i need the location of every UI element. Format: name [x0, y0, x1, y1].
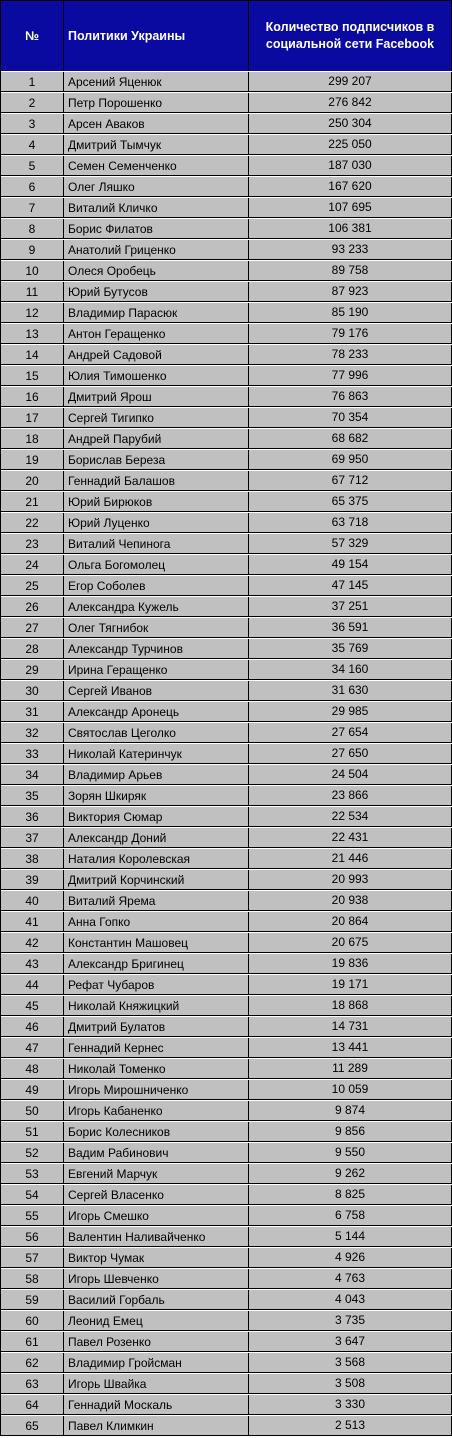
table-row: [1, 218, 452, 239]
table-row: [1, 470, 452, 491]
row-followers-count: 87 923: [249, 282, 452, 301]
row-followers-count: 106 381: [249, 219, 452, 238]
table-row: [1, 407, 452, 428]
table-row: [1, 1331, 452, 1352]
row-politician-name: Виталий Чепинога: [64, 534, 249, 553]
row-number: 14: [1, 345, 64, 364]
table-row: [1, 197, 452, 218]
row-number: 60: [1, 1311, 64, 1330]
row-followers-count: 5 144: [249, 1227, 452, 1246]
row-number: 57: [1, 1248, 64, 1267]
row-politician-name: Николай Княжицкий: [64, 996, 249, 1015]
table-row: [1, 1100, 452, 1121]
row-politician-name: Александр Бригинец: [64, 954, 249, 973]
table-row: [1, 764, 452, 785]
table-row: [1, 260, 452, 281]
table-row: [1, 596, 452, 617]
table-row: [1, 848, 452, 869]
row-politician-name: Вадим Рабинович: [64, 1143, 249, 1162]
row-followers-count: 9 856: [249, 1122, 452, 1141]
row-followers-count: 299 207: [249, 72, 452, 91]
row-politician-name: Игорь Швайка: [64, 1374, 249, 1393]
row-followers-count: 107 695: [249, 198, 452, 217]
row-followers-count: 22 431: [249, 828, 452, 847]
row-politician-name: Владимир Парасюк: [64, 303, 249, 322]
row-politician-name: Юрий Луценко: [64, 513, 249, 532]
row-politician-name: Николай Катеринчук: [64, 744, 249, 763]
row-followers-count: 3 568: [249, 1353, 452, 1372]
table-row: [1, 71, 452, 92]
table-row: [1, 785, 452, 806]
table-row: [1, 1205, 452, 1226]
row-number: 34: [1, 765, 64, 784]
row-politician-name: Борислав Береза: [64, 450, 249, 469]
row-politician-name: Ольга Богомолец: [64, 555, 249, 574]
table-row: [1, 1352, 452, 1373]
table-row: [1, 1415, 452, 1436]
row-number: 4: [1, 135, 64, 154]
row-number: 16: [1, 387, 64, 406]
row-politician-name: Виктор Чумак: [64, 1248, 249, 1267]
row-politician-name: Семен Семенченко: [64, 156, 249, 175]
row-followers-count: 3 508: [249, 1374, 452, 1393]
row-number: 3: [1, 114, 64, 133]
row-followers-count: 35 769: [249, 639, 452, 658]
row-followers-count: 11 289: [249, 1059, 452, 1078]
row-followers-count: 47 145: [249, 576, 452, 595]
row-followers-count: 93 233: [249, 240, 452, 259]
row-politician-name: Анна Гопко: [64, 912, 249, 931]
row-number: 28: [1, 639, 64, 658]
table-row: [1, 281, 452, 302]
row-politician-name: Александр Турчинов: [64, 639, 249, 658]
table-row: [1, 1016, 452, 1037]
row-number: 29: [1, 660, 64, 679]
row-number: 38: [1, 849, 64, 868]
table-row: [1, 449, 452, 470]
table-header: [0, 0, 452, 71]
row-politician-name: Рефат Чубаров: [64, 975, 249, 994]
row-followers-count: 20 938: [249, 891, 452, 910]
row-politician-name: Александра Кужель: [64, 597, 249, 616]
row-number: 63: [1, 1374, 64, 1393]
row-followers-count: 85 190: [249, 303, 452, 322]
table-row: [1, 155, 452, 176]
row-politician-name: Геннадий Балашов: [64, 471, 249, 490]
row-followers-count: 34 160: [249, 660, 452, 679]
row-followers-count: 9 550: [249, 1143, 452, 1162]
table-row: [1, 974, 452, 995]
row-politician-name: Виталий Кличко: [64, 198, 249, 217]
row-politician-name: Дмитрий Ярош: [64, 387, 249, 406]
row-number: 50: [1, 1101, 64, 1120]
row-followers-count: 20 993: [249, 870, 452, 889]
row-followers-count: 65 375: [249, 492, 452, 511]
row-politician-name: Игорь Кабаненко: [64, 1101, 249, 1120]
row-number: 26: [1, 597, 64, 616]
row-followers-count: 4 926: [249, 1248, 452, 1267]
row-followers-count: 78 233: [249, 345, 452, 364]
table-row: [1, 911, 452, 932]
row-followers-count: 9 262: [249, 1164, 452, 1183]
table-row: [1, 743, 452, 764]
row-number: 65: [1, 1416, 64, 1435]
row-number: 45: [1, 996, 64, 1015]
row-politician-name: Андрей Парубий: [64, 429, 249, 448]
table-row: [1, 176, 452, 197]
row-followers-count: 69 950: [249, 450, 452, 469]
row-followers-count: 67 712: [249, 471, 452, 490]
table-row: [1, 806, 452, 827]
row-number: 58: [1, 1269, 64, 1288]
row-followers-count: 187 030: [249, 156, 452, 175]
row-followers-count: 19 836: [249, 954, 452, 973]
row-followers-count: 76 863: [249, 387, 452, 406]
table-row: [1, 995, 452, 1016]
row-number: 9: [1, 240, 64, 259]
table-row: [1, 1121, 452, 1142]
row-followers-count: 250 304: [249, 114, 452, 133]
row-followers-count: 13 441: [249, 1038, 452, 1057]
row-followers-count: 49 154: [249, 555, 452, 574]
row-politician-name: Леонид Емец: [64, 1311, 249, 1330]
row-politician-name: Олеся Оробець: [64, 261, 249, 280]
table-row: [1, 428, 452, 449]
row-followers-count: 8 825: [249, 1185, 452, 1204]
row-followers-count: 14 731: [249, 1017, 452, 1036]
row-number: 8: [1, 219, 64, 238]
row-politician-name: Павел Розенко: [64, 1332, 249, 1351]
row-number: 61: [1, 1332, 64, 1351]
row-number: 32: [1, 723, 64, 742]
header-number: №: [1, 1, 64, 71]
table-body: [0, 71, 452, 1436]
table-row: [1, 890, 452, 911]
table-row: [1, 1037, 452, 1058]
row-politician-name: Юлия Тимошенко: [64, 366, 249, 385]
row-followers-count: 167 620: [249, 177, 452, 196]
table-row: [1, 1163, 452, 1184]
row-politician-name: Александр Доний: [64, 828, 249, 847]
row-number: 55: [1, 1206, 64, 1225]
row-number: 22: [1, 513, 64, 532]
row-number: 11: [1, 282, 64, 301]
row-followers-count: 10 059: [249, 1080, 452, 1099]
row-number: 31: [1, 702, 64, 721]
table-row: [1, 344, 452, 365]
table-row: [1, 1394, 452, 1415]
row-followers-count: 89 758: [249, 261, 452, 280]
row-number: 10: [1, 261, 64, 280]
row-number: 13: [1, 324, 64, 343]
row-followers-count: 77 996: [249, 366, 452, 385]
row-followers-count: 20 675: [249, 933, 452, 952]
row-number: 51: [1, 1122, 64, 1141]
row-politician-name: Виктория Сюмар: [64, 807, 249, 826]
row-number: 37: [1, 828, 64, 847]
row-number: 64: [1, 1395, 64, 1414]
row-politician-name: Сергей Иванов: [64, 681, 249, 700]
table-row: [1, 638, 452, 659]
row-followers-count: 31 630: [249, 681, 452, 700]
table-row: [1, 722, 452, 743]
row-number: 15: [1, 366, 64, 385]
row-followers-count: 23 866: [249, 786, 452, 805]
row-politician-name: Владимир Арьев: [64, 765, 249, 784]
row-politician-name: Егор Соболев: [64, 576, 249, 595]
row-followers-count: 22 534: [249, 807, 452, 826]
row-number: 41: [1, 912, 64, 931]
row-number: 43: [1, 954, 64, 973]
row-politician-name: Антон Геращенко: [64, 324, 249, 343]
row-politician-name: Геннадий Кернес: [64, 1038, 249, 1057]
row-number: 7: [1, 198, 64, 217]
table-row: [1, 1226, 452, 1247]
row-number: 48: [1, 1059, 64, 1078]
row-politician-name: Константин Машовец: [64, 933, 249, 952]
row-number: 36: [1, 807, 64, 826]
row-number: 25: [1, 576, 64, 595]
row-politician-name: Зорян Шкиряк: [64, 786, 249, 805]
table-row: [1, 1373, 452, 1394]
row-followers-count: 63 718: [249, 513, 452, 532]
row-followers-count: 36 591: [249, 618, 452, 637]
row-politician-name: Игорь Смешко: [64, 1206, 249, 1225]
row-politician-name: Павел Климкин: [64, 1416, 249, 1435]
table-row: [1, 302, 452, 323]
row-number: 33: [1, 744, 64, 763]
row-followers-count: 29 985: [249, 702, 452, 721]
row-number: 18: [1, 429, 64, 448]
row-followers-count: 24 504: [249, 765, 452, 784]
row-number: 30: [1, 681, 64, 700]
row-number: 49: [1, 1080, 64, 1099]
table-row: [1, 617, 452, 638]
row-number: 24: [1, 555, 64, 574]
row-politician-name: Василий Горбаль: [64, 1290, 249, 1309]
row-politician-name: Сергей Власенко: [64, 1185, 249, 1204]
table-row: [1, 575, 452, 596]
row-followers-count: 2 513: [249, 1416, 452, 1435]
row-followers-count: 3 647: [249, 1332, 452, 1351]
table-row: [1, 953, 452, 974]
row-number: 40: [1, 891, 64, 910]
table-row: [1, 701, 452, 722]
row-politician-name: Олег Тягнибок: [64, 618, 249, 637]
row-followers-count: 21 446: [249, 849, 452, 868]
row-politician-name: Геннадий Москаль: [64, 1395, 249, 1414]
table-row: [1, 365, 452, 386]
table-row: [1, 932, 452, 953]
row-politician-name: Игорь Шевченко: [64, 1269, 249, 1288]
table-row: [1, 1247, 452, 1268]
row-followers-count: 3 735: [249, 1311, 452, 1330]
row-politician-name: Борис Филатов: [64, 219, 249, 238]
row-politician-name: Андрей Садовой: [64, 345, 249, 364]
table-row: [1, 1268, 452, 1289]
row-followers-count: 79 176: [249, 324, 452, 343]
row-followers-count: 4 043: [249, 1290, 452, 1309]
row-politician-name: Виталий Ярема: [64, 891, 249, 910]
table-row: [1, 92, 452, 113]
row-politician-name: Евгений Марчук: [64, 1164, 249, 1183]
row-politician-name: Петр Порошенко: [64, 93, 249, 112]
row-politician-name: Дмитрий Тымчук: [64, 135, 249, 154]
row-politician-name: Борис Колесников: [64, 1122, 249, 1141]
table-row: [1, 1079, 452, 1100]
row-politician-name: Олег Ляшко: [64, 177, 249, 196]
row-number: 17: [1, 408, 64, 427]
row-followers-count: 18 868: [249, 996, 452, 1015]
row-number: 12: [1, 303, 64, 322]
row-followers-count: 68 682: [249, 429, 452, 448]
row-politician-name: Николай Томенко: [64, 1059, 249, 1078]
row-number: 2: [1, 93, 64, 112]
row-followers-count: 27 654: [249, 723, 452, 742]
row-number: 46: [1, 1017, 64, 1036]
row-followers-count: 276 842: [249, 93, 452, 112]
row-followers-count: 225 050: [249, 135, 452, 154]
row-number: 47: [1, 1038, 64, 1057]
row-followers-count: 57 329: [249, 534, 452, 553]
table-row: [1, 680, 452, 701]
table-row: [1, 1142, 452, 1163]
row-number: 56: [1, 1227, 64, 1246]
row-followers-count: 20 864: [249, 912, 452, 931]
row-politician-name: Анатолий Гриценко: [64, 240, 249, 259]
row-politician-name: Арсен Аваков: [64, 114, 249, 133]
header-followers: Количество подписчиков в социальной сети Facebook: [249, 1, 452, 71]
row-number: 5: [1, 156, 64, 175]
row-number: 53: [1, 1164, 64, 1183]
row-politician-name: Александр Аронець: [64, 702, 249, 721]
row-politician-name: Юрий Бутусов: [64, 282, 249, 301]
row-politician-name: Ирина Геращенко: [64, 660, 249, 679]
row-number: 44: [1, 975, 64, 994]
row-number: 19: [1, 450, 64, 469]
table-row: [1, 659, 452, 680]
row-number: 52: [1, 1143, 64, 1162]
table-row: [1, 1058, 452, 1079]
row-followers-count: 70 354: [249, 408, 452, 427]
row-politician-name: Святослав Цеголко: [64, 723, 249, 742]
table-row: [1, 512, 452, 533]
table-row: [1, 239, 452, 260]
row-number: 35: [1, 786, 64, 805]
row-number: 39: [1, 870, 64, 889]
row-number: 54: [1, 1185, 64, 1204]
row-politician-name: Дмитрий Корчинский: [64, 870, 249, 889]
header-name: Политики Украины: [64, 1, 249, 71]
row-politician-name: Наталия Королевская: [64, 849, 249, 868]
row-politician-name: Владимир Гройсман: [64, 1353, 249, 1372]
row-number: 1: [1, 72, 64, 91]
row-followers-count: 9 874: [249, 1101, 452, 1120]
row-politician-name: Юрий Бирюков: [64, 492, 249, 511]
table-row: [1, 1310, 452, 1331]
row-politician-name: Валентин Наливайченко: [64, 1227, 249, 1246]
row-followers-count: 37 251: [249, 597, 452, 616]
row-number: 62: [1, 1353, 64, 1372]
row-politician-name: Сергей Тигипко: [64, 408, 249, 427]
row-number: 42: [1, 933, 64, 952]
table-row: [1, 533, 452, 554]
row-followers-count: 6 758: [249, 1206, 452, 1225]
table-row: [1, 491, 452, 512]
table-row: [1, 386, 452, 407]
row-politician-name: Игорь Мирошниченко: [64, 1080, 249, 1099]
row-followers-count: 19 171: [249, 975, 452, 994]
row-politician-name: Арсений Яценюк: [64, 72, 249, 91]
row-number: 27: [1, 618, 64, 637]
row-followers-count: 3 330: [249, 1395, 452, 1414]
table-row: [1, 113, 452, 134]
table-row: [1, 1184, 452, 1205]
row-number: 23: [1, 534, 64, 553]
table-row: [1, 869, 452, 890]
row-followers-count: 27 650: [249, 744, 452, 763]
row-followers-count: 4 763: [249, 1269, 452, 1288]
row-number: 59: [1, 1290, 64, 1309]
table-row: [1, 323, 452, 344]
table-row: [1, 134, 452, 155]
table-row: [1, 1289, 452, 1310]
row-number: 6: [1, 177, 64, 196]
row-politician-name: Дмитрий Булатов: [64, 1017, 249, 1036]
row-number: 21: [1, 492, 64, 511]
table-row: [1, 827, 452, 848]
table-row: [1, 554, 452, 575]
row-number: 20: [1, 471, 64, 490]
